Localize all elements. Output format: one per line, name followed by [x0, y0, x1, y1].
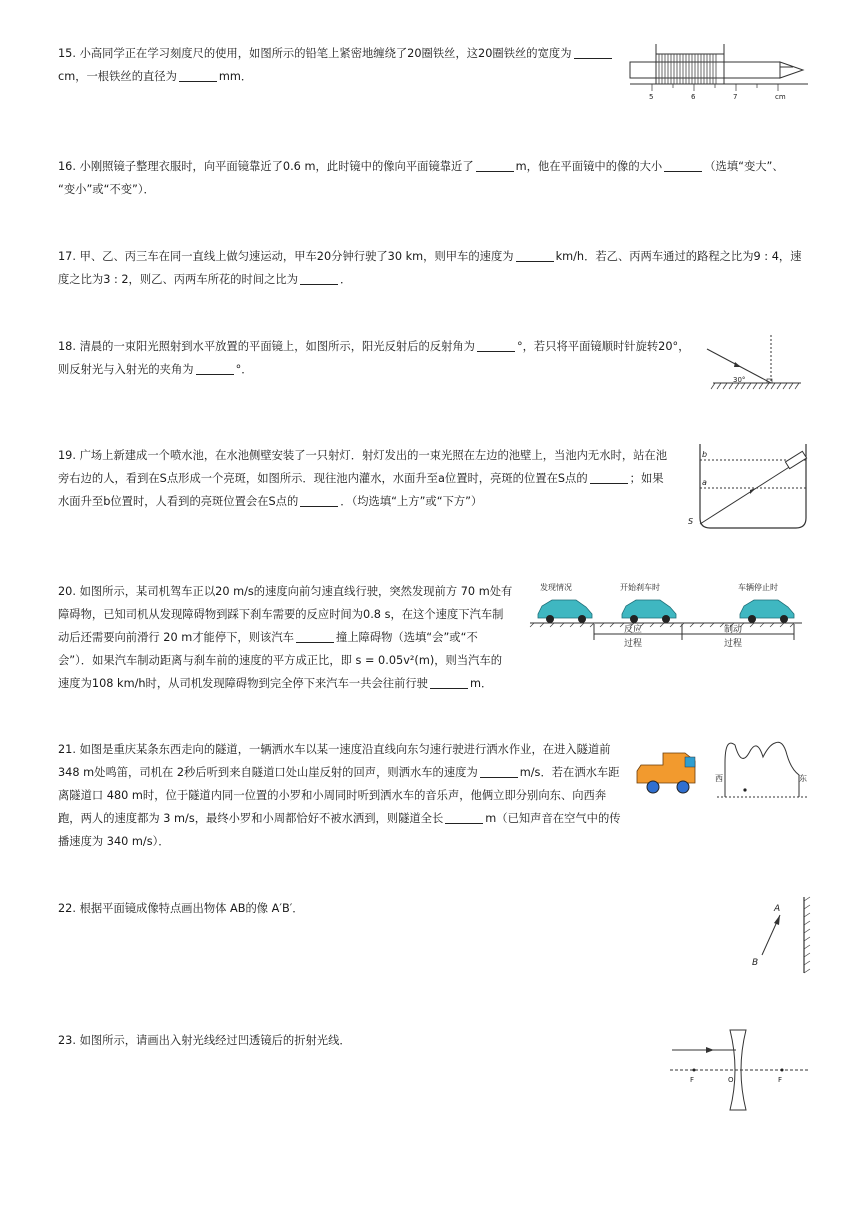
optical-center-label: O: [728, 1076, 734, 1084]
answer-blank[interactable]: [480, 765, 518, 778]
angle-label: 30°: [733, 376, 746, 384]
answer-blank[interactable]: [300, 272, 338, 285]
braking-label: 过程: [724, 639, 743, 649]
answer-blank[interactable]: [430, 676, 468, 689]
answer-blank[interactable]: [477, 339, 515, 352]
question-15: [58, 42, 614, 88]
answer-blank[interactable]: [196, 362, 234, 375]
focus-left-label: F: [690, 1076, 695, 1084]
label-brake-start: 开始刹车时: [620, 583, 660, 592]
west-label: 西: [715, 774, 723, 783]
answer-blank[interactable]: [296, 630, 334, 643]
question-text: mm．: [218, 70, 253, 83]
reaction-label: 过程: [624, 639, 643, 649]
answer-blank[interactable]: [516, 249, 554, 262]
point-a-label: A: [774, 904, 781, 914]
ruler-figure: [628, 42, 810, 102]
question-16: 16. 小刚照镜子整理衣服时，向平面镜靠近了0.6 m，此时镜中的像向平面镜靠近了 m，他在平面镜中的像的大小 （选填“变大”、 “变小”或“不变”）．: [58, 160, 784, 196]
level-a-label: a: [702, 478, 707, 487]
question-18: 18. 清晨的一束阳光照射到水平放置的平面镜上，如图所示，阳光反射后的反射角为 °，若只将平面镜顺时针旋转20°， 则反射光与入射光的夹角为 °．: [58, 340, 690, 376]
focus-right-label: F: [778, 1076, 783, 1084]
question-text: 小高同学正在学习刻度尺的使用，如图所示的铅笔上紧密地缠绕了20圈铁丝，这20圈铁丝的宽度为: [79, 47, 572, 60]
pool-figure: [688, 442, 812, 532]
answer-blank[interactable]: [590, 471, 628, 484]
answer-blank[interactable]: [476, 159, 514, 172]
reaction-label: 反应: [624, 625, 643, 635]
tunnel-figure: [633, 735, 811, 801]
level-b-label: b: [702, 450, 708, 459]
point-s-label: S: [688, 517, 694, 526]
tick-label: 6: [691, 93, 696, 101]
braking-figure: [530, 580, 808, 654]
question-19: 19. 广场上新建成一个喷水池，在水池侧壁安装了一只射灯．射灯发出的一束光照在左边的池壁上，当池内无水时，站在池 旁右边的人，看到在S点形成一个亮斑，如图所示．现往池内灌水，水面升至a位置时，亮斑的位置在S点的 ；如果 水面升至b位置时，人看到的亮斑位置会在S点的 ．（均选填“上方”或“下方”）: [58, 449, 668, 508]
braking-label: 制动: [724, 625, 743, 635]
answer-blank[interactable]: [300, 494, 338, 507]
tick-label: 7: [733, 93, 738, 101]
question-number: 15.: [58, 47, 76, 60]
mirror-reflection-figure: [705, 335, 805, 397]
question-text: cm，一根铁丝的直径为: [58, 70, 177, 83]
answer-blank[interactable]: [179, 69, 217, 82]
east-label: 东: [799, 774, 807, 783]
question-17: 17. 甲、乙、丙三车在同一直线上做匀速运动，甲车20分钟行驶了30 km，则甲车的速度为 km/h．若乙、丙两车通过的路程之比为9 : 4，速 度之比为3 : 2，则乙、丙两车所花的时间之比为 ．: [58, 250, 802, 286]
label-stop: 车辆停止时: [738, 583, 778, 592]
question-20: 20. 如图所示，某司机驾车正以20 m/s的速度向前匀速直线行驶，突然发现前方 70 m处有 障碍物，已知司机从发现障碍物到踩下刹车需要的反应时间为0.8 s，在这个速度下汽车制 动后还需要向前滑行 20 m才能停下，则该汽车 撞上障碍物（选填“会”或“不 会”）．如果汽车制动距离与刹车前的速度的平方成正比，即 s = 0.05v²(m)，则当汽车的 速度为108 km/h时，从司机发现障碍物到完全停下来汽车一共会往前行驶 m．: [58, 585, 513, 690]
tick-label: 5: [649, 93, 654, 101]
tick-label: cm: [775, 93, 786, 101]
answer-blank[interactable]: [664, 159, 702, 172]
lens-figure: [670, 1028, 810, 1112]
question-21: 21. 如图是重庆某条东西走向的隧道，一辆洒水车以某一速度沿直线向东匀速行驶进行洒水作业，在进入隧道前 348 m处鸣笛，司机在 2秒后听到来自隧道口处山崖反射的回声，则洒水车的速度为 m/s．若在洒水车距 离隧道口 480 m时，位于隧道内同一位置的小罗和小周同时听到洒水车的音乐声，他俩立即分别向东、向西奔 跑，两人的速度都为 3 m/s，最终小罗和小周都恰好不被水洒到，则隧道全长 m（已知声音在空气中的传 播速度为 340 m/s）．: [58, 743, 621, 848]
question-22: 22. 根据平面镜成像特点画出物体 AB的像 A′B′．: [58, 902, 304, 915]
label-discover: 发现情况: [540, 583, 572, 592]
answer-blank[interactable]: [574, 46, 612, 59]
mirror-ab-figure: [748, 895, 814, 979]
answer-blank[interactable]: [445, 811, 483, 824]
point-b-label: B: [752, 958, 759, 968]
question-23: 23. 如图所示，请画出入射光线经过凹透镜后的折射光线．: [58, 1034, 351, 1047]
